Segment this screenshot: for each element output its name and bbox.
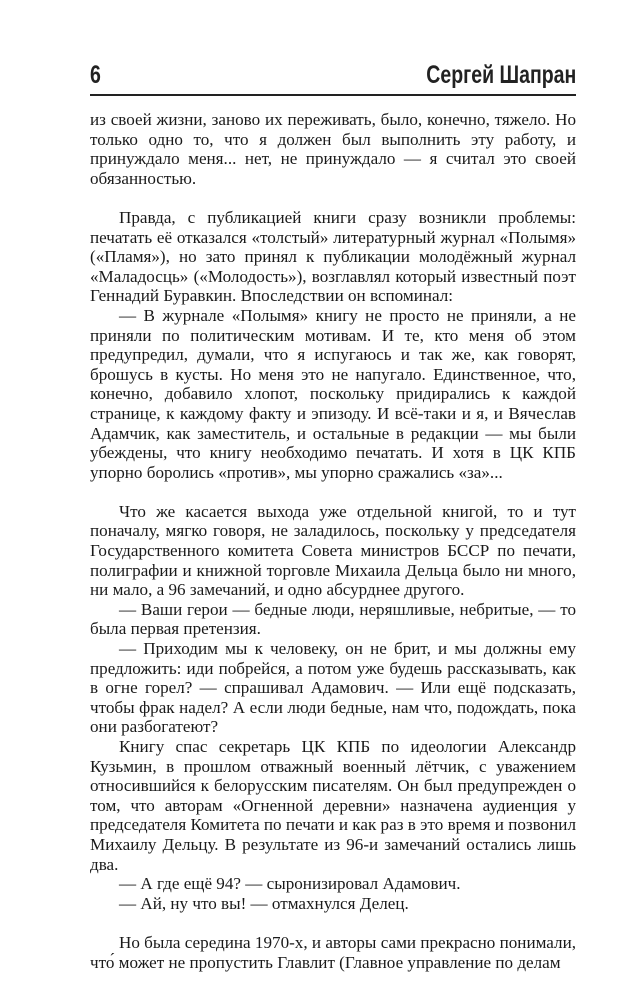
paragraph: — А где ещё 94? — сыронизировал Адамович.: [119, 874, 461, 894]
paragraph: Книгу спас секретарь ЦК КПБ по идеологии Александр Кузьмин, в прошлом отважный военный лётчик, с уважением относившийся к белорусским писателям. Он был предупрежден о том, что авторам «Огненной деревни» назначена аудиенция у председателя Комитета по печати и как раз в это время и позвонил Михаилу Дельцу. В результате из 96-и замечаний остались лишь два.: [90, 737, 576, 874]
paragraph: Правда, с публикацией книги сразу возникли проблемы: печатать её отказался «толстый» литературный журнал «Полымя» («Пламя»), но зато принял к публикации молодёжный журнал «Маладосць» («Молодость»), возглавлял который известный поэт Геннадий Буравкин. Впоследствии он вспоминал:: [90, 207, 576, 306]
paragraph: Но была середина 1970-х, и авторы сами прекрасно понимали, что́ может не пропустить Главлит (Главное управление по делам: [90, 932, 576, 972]
paragraph: из своей жизни, заново их переживать, было, конечно, тяжело. Но только одно то, что я должен был выполнить эту работу, и принуждало меня... нет, не принуждало — я считал это своей обязанностью.: [90, 110, 576, 188]
page-number: 6: [90, 61, 101, 89]
body-text: [90, 110, 576, 972]
running-head-author: Сергей Шапран: [426, 61, 576, 89]
paragraph: — Ай, ну что вы! — отмахнулся Делец.: [119, 893, 409, 913]
page-header: [90, 60, 576, 96]
paragraph: — Ваши герои — бедные люди, неряшливые, небритые, — то была первая претензия.: [90, 599, 576, 639]
paragraph: — Приходим мы к человеку, он не брит, и мы должны ему предложить: иди побрейся, а потом уже будешь рассказывать, как в огне горел? — спрашивал Адамович. — Или ещё подсказать, чтобы фрак надел? А если люди бедные, нам что, подождать, пока они разбогатеют?: [90, 639, 576, 737]
paragraph: — В журнале «Полымя» книгу не просто не приняли, а не приняли по политическим мотивам. И те, кто меня об этом предупредил, думали, что я испугаюсь и так же, как говорят, брошусь в кусты. Но меня это не напугало. Единственное, что, конечно, добавило хлопот, поскольку придирались к каждой странице, к каждому факту и эпизоду. И всё-таки и я, и Вячеслав Адамчик, как заместитель, и остальные в редакции — мы были убеждены, что книгу необходимо печатать. И хотя в ЦК КПБ упорно боролись «против», мы упорно сражались «за»...: [90, 305, 576, 482]
paragraph: Что же касается выхода уже отдельной книгой, то и тут поначалу, мягко говоря, не заладилось, поскольку у председателя Государственного комитета Совета министров БССР по печати, полиграфии и книжной торговле Михаила Дельца было ни много, ни мало, а 96 замечаний, и одно абсурднее другого.: [90, 501, 576, 600]
